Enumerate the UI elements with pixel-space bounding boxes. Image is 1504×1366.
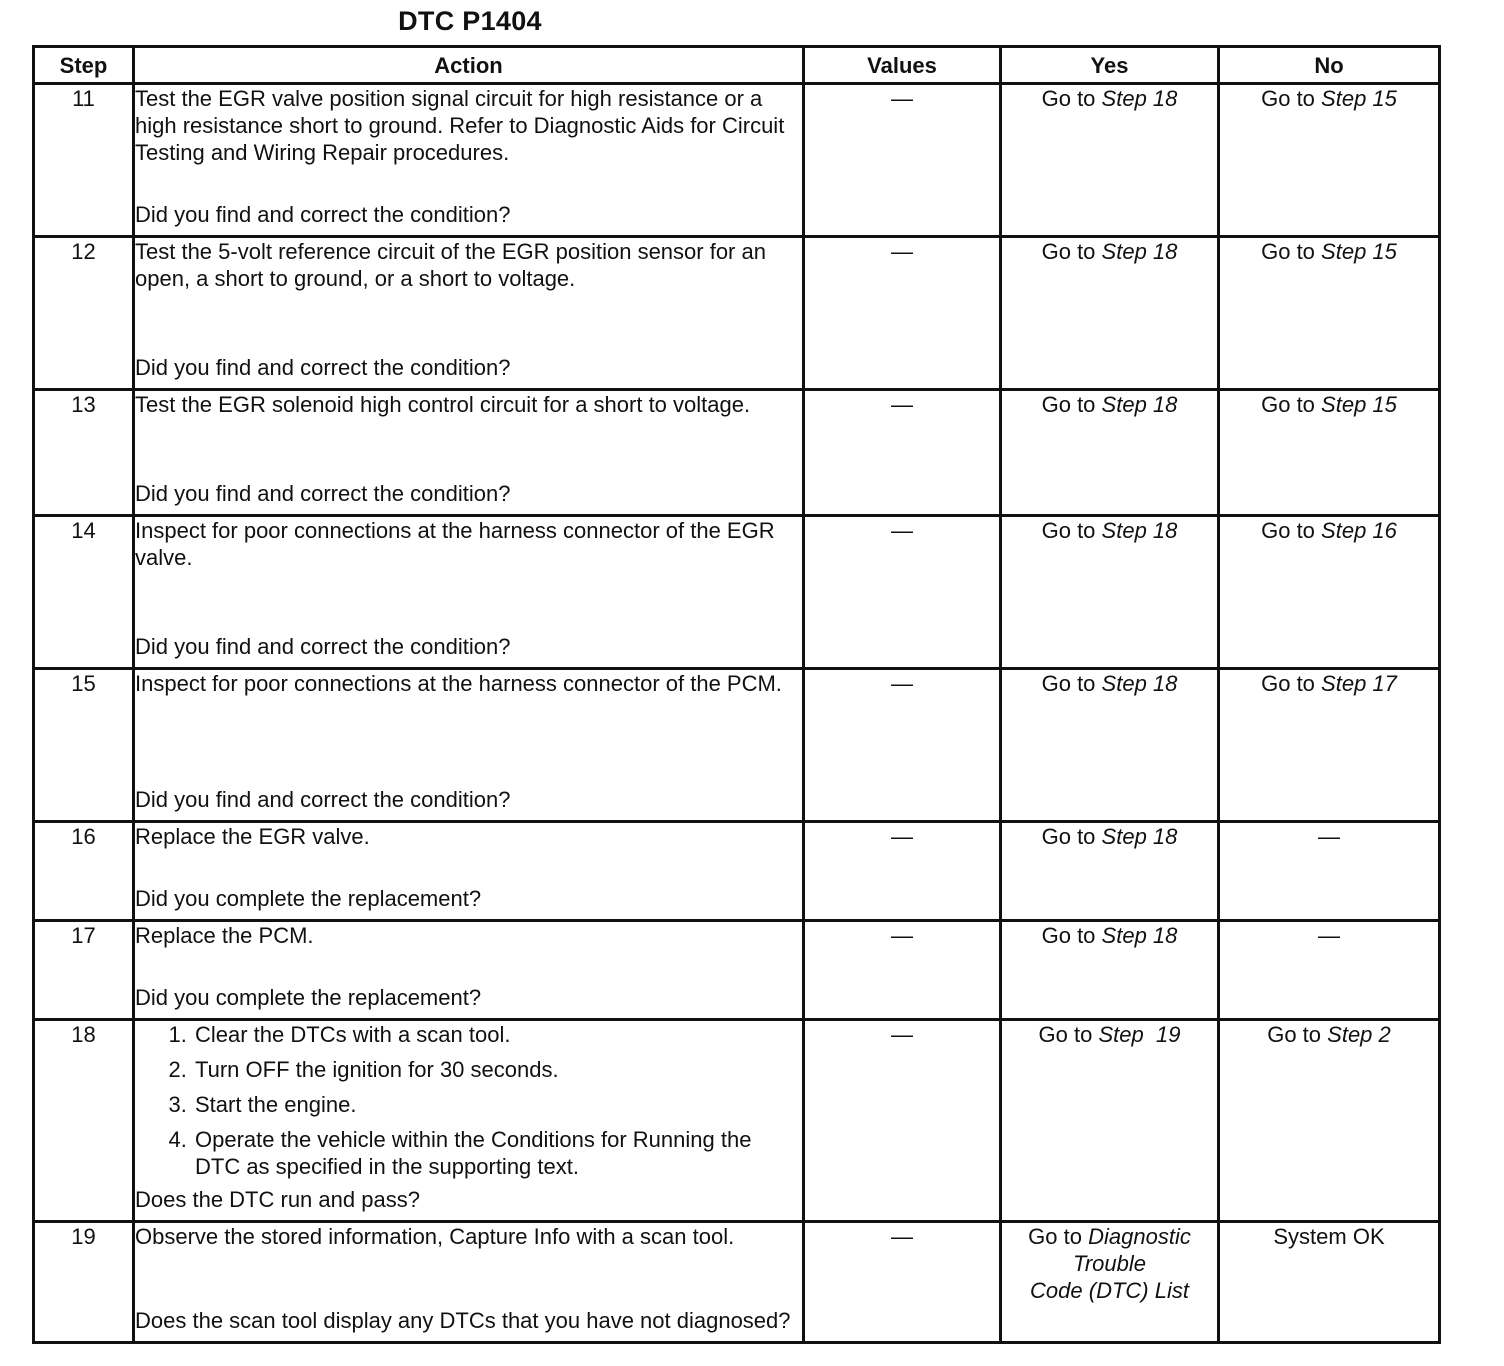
procedure-list [135,1021,802,1180]
action-text: Inspect for poor connections at the harness connector of the EGR valve. [135,518,775,570]
list-item: 3. Start the engine. [193,1091,802,1118]
no-cell [1219,1020,1440,1222]
action-question: Does the DTC run and pass? [135,1187,420,1212]
action-cell [134,516,804,669]
yes-cell [1001,822,1219,921]
yes-target: Step 18 [1101,671,1178,696]
yes-cell [1001,1020,1219,1222]
action-question: Did you find and correct the condition? [135,634,511,659]
yes-cell [1001,237,1219,390]
list-item: 1. Clear the DTCs with a scan tool. [193,1021,802,1048]
values-cell: — [804,669,1001,822]
values-cell: — [804,237,1001,390]
yes-cell [1001,390,1219,516]
yes-target: Trouble [1073,1251,1146,1276]
yes-cell [1001,921,1219,1020]
header-no: No [1219,47,1440,84]
header-action: Action [134,47,804,84]
goto-label: Go to [1041,392,1096,417]
header-yes: Yes [1001,47,1219,84]
no-target: Step 2 [1327,1022,1391,1047]
action-text: Observe the stored information, Capture Info with a scan tool. [135,1224,735,1249]
no-target: Step 15 [1321,86,1397,111]
values-cell: — [804,1020,1001,1222]
yes-target: Step 18 [1101,239,1178,264]
action-question: Did you complete the replacement? [135,985,482,1010]
action-question: Did you find and correct the condition? [135,202,511,227]
step-number: 11 [34,84,134,237]
goto-label: Go to [1028,1224,1082,1249]
step-number: 16 [34,822,134,921]
action-text: Replace the EGR valve. [135,824,370,849]
action-cell [134,1020,804,1222]
values-cell: — [804,84,1001,237]
diagnostic-table [32,45,1441,1344]
action-question: Did you find and correct the condition? [135,787,511,812]
header-step: Step [34,47,134,84]
no-cell [1219,390,1440,516]
no-cell: — [1219,822,1440,921]
no-cell [1219,669,1440,822]
yes-target: Step 18 [1101,86,1178,111]
table-row [34,822,1440,921]
no-cell: — [1219,921,1440,1020]
goto-label: Go to [1261,518,1315,543]
no-target: Step 17 [1321,671,1397,696]
no-cell [1219,84,1440,237]
yes-cell [1001,1222,1219,1343]
action-cell [134,1222,804,1343]
list-item: 2. Turn OFF the ignition for 30 seconds. [193,1056,802,1083]
action-cell [134,84,804,237]
yes-target: Diagnostic [1088,1224,1191,1249]
action-text: Test the EGR solenoid high control circuit for a short to voltage. [135,392,751,417]
yes-target: Step 18 [1101,824,1178,849]
action-text: Test the 5-volt reference circuit of the EGR position sensor for an open, a short to ground, or a short to voltage. [135,239,766,291]
table-row [34,84,1440,237]
table-row [34,516,1440,669]
list-item: 4. Operate the vehicle within the Conditions for Running the DTC as specified in the supporting text. [193,1126,802,1180]
action-cell [134,822,804,921]
goto-label: Go to [1041,86,1096,111]
action-cell [134,390,804,516]
no-cell: System OK [1219,1222,1440,1343]
header-values: Values [804,47,1001,84]
no-target: Step 16 [1321,518,1397,543]
goto-label: Go to [1041,923,1096,948]
goto-label: Go to [1261,392,1315,417]
no-target: Step 15 [1321,392,1397,417]
action-question: Did you find and correct the condition? [135,355,511,380]
page-title: DTC P1404 [398,6,542,36]
yes-target: Step 18 [1101,923,1178,948]
step-number: 18 [34,1020,134,1222]
action-text: Test the EGR valve position signal circuit for high resistance or a high resistance short to ground. Refer to Diagnostic Aids for Circuit Testing and Wiring Repair procedures. [135,86,785,165]
values-cell: — [804,822,1001,921]
yes-target: Step 19 [1098,1022,1181,1047]
step-number: 12 [34,237,134,390]
step-number: 17 [34,921,134,1020]
step-number: 14 [34,516,134,669]
yes-cell [1001,516,1219,669]
yes-cell [1001,669,1219,822]
goto-label: Go to [1267,1022,1322,1047]
table-header-row [34,47,1440,84]
goto-label: Go to [1041,518,1096,543]
values-cell: — [804,1222,1001,1343]
action-cell [134,921,804,1020]
yes-target: Code (DTC) List [1030,1278,1189,1303]
goto-label: Go to [1261,671,1315,696]
goto-label: Go to [1041,239,1096,264]
action-cell [134,237,804,390]
values-cell: — [804,516,1001,669]
table-row [34,237,1440,390]
action-question: Did you find and correct the condition? [135,481,511,506]
yes-target: Step 18 [1101,518,1178,543]
table-row [34,1020,1440,1222]
action-text: Inspect for poor connections at the harness connector of the PCM. [135,671,782,696]
yes-target: Step 18 [1101,392,1178,417]
action-question: Does the scan tool display any DTCs that you have not diagnosed? [135,1308,791,1333]
step-number: 13 [34,390,134,516]
yes-cell [1001,84,1219,237]
goto-label: Go to [1261,86,1315,111]
no-cell [1219,516,1440,669]
action-cell [134,669,804,822]
goto-label: Go to [1038,1022,1093,1047]
step-number: 15 [34,669,134,822]
table-row [34,1222,1440,1343]
table-row [34,390,1440,516]
values-cell: — [804,921,1001,1020]
table-row [34,921,1440,1020]
step-number: 19 [34,1222,134,1343]
action-text: Replace the PCM. [135,923,314,948]
no-cell [1219,237,1440,390]
goto-label: Go to [1261,239,1315,264]
goto-label: Go to [1041,824,1096,849]
table-row [34,669,1440,822]
no-target: Step 15 [1321,239,1397,264]
values-cell: — [804,390,1001,516]
action-question: Did you complete the replacement? [135,886,482,911]
goto-label: Go to [1041,671,1096,696]
